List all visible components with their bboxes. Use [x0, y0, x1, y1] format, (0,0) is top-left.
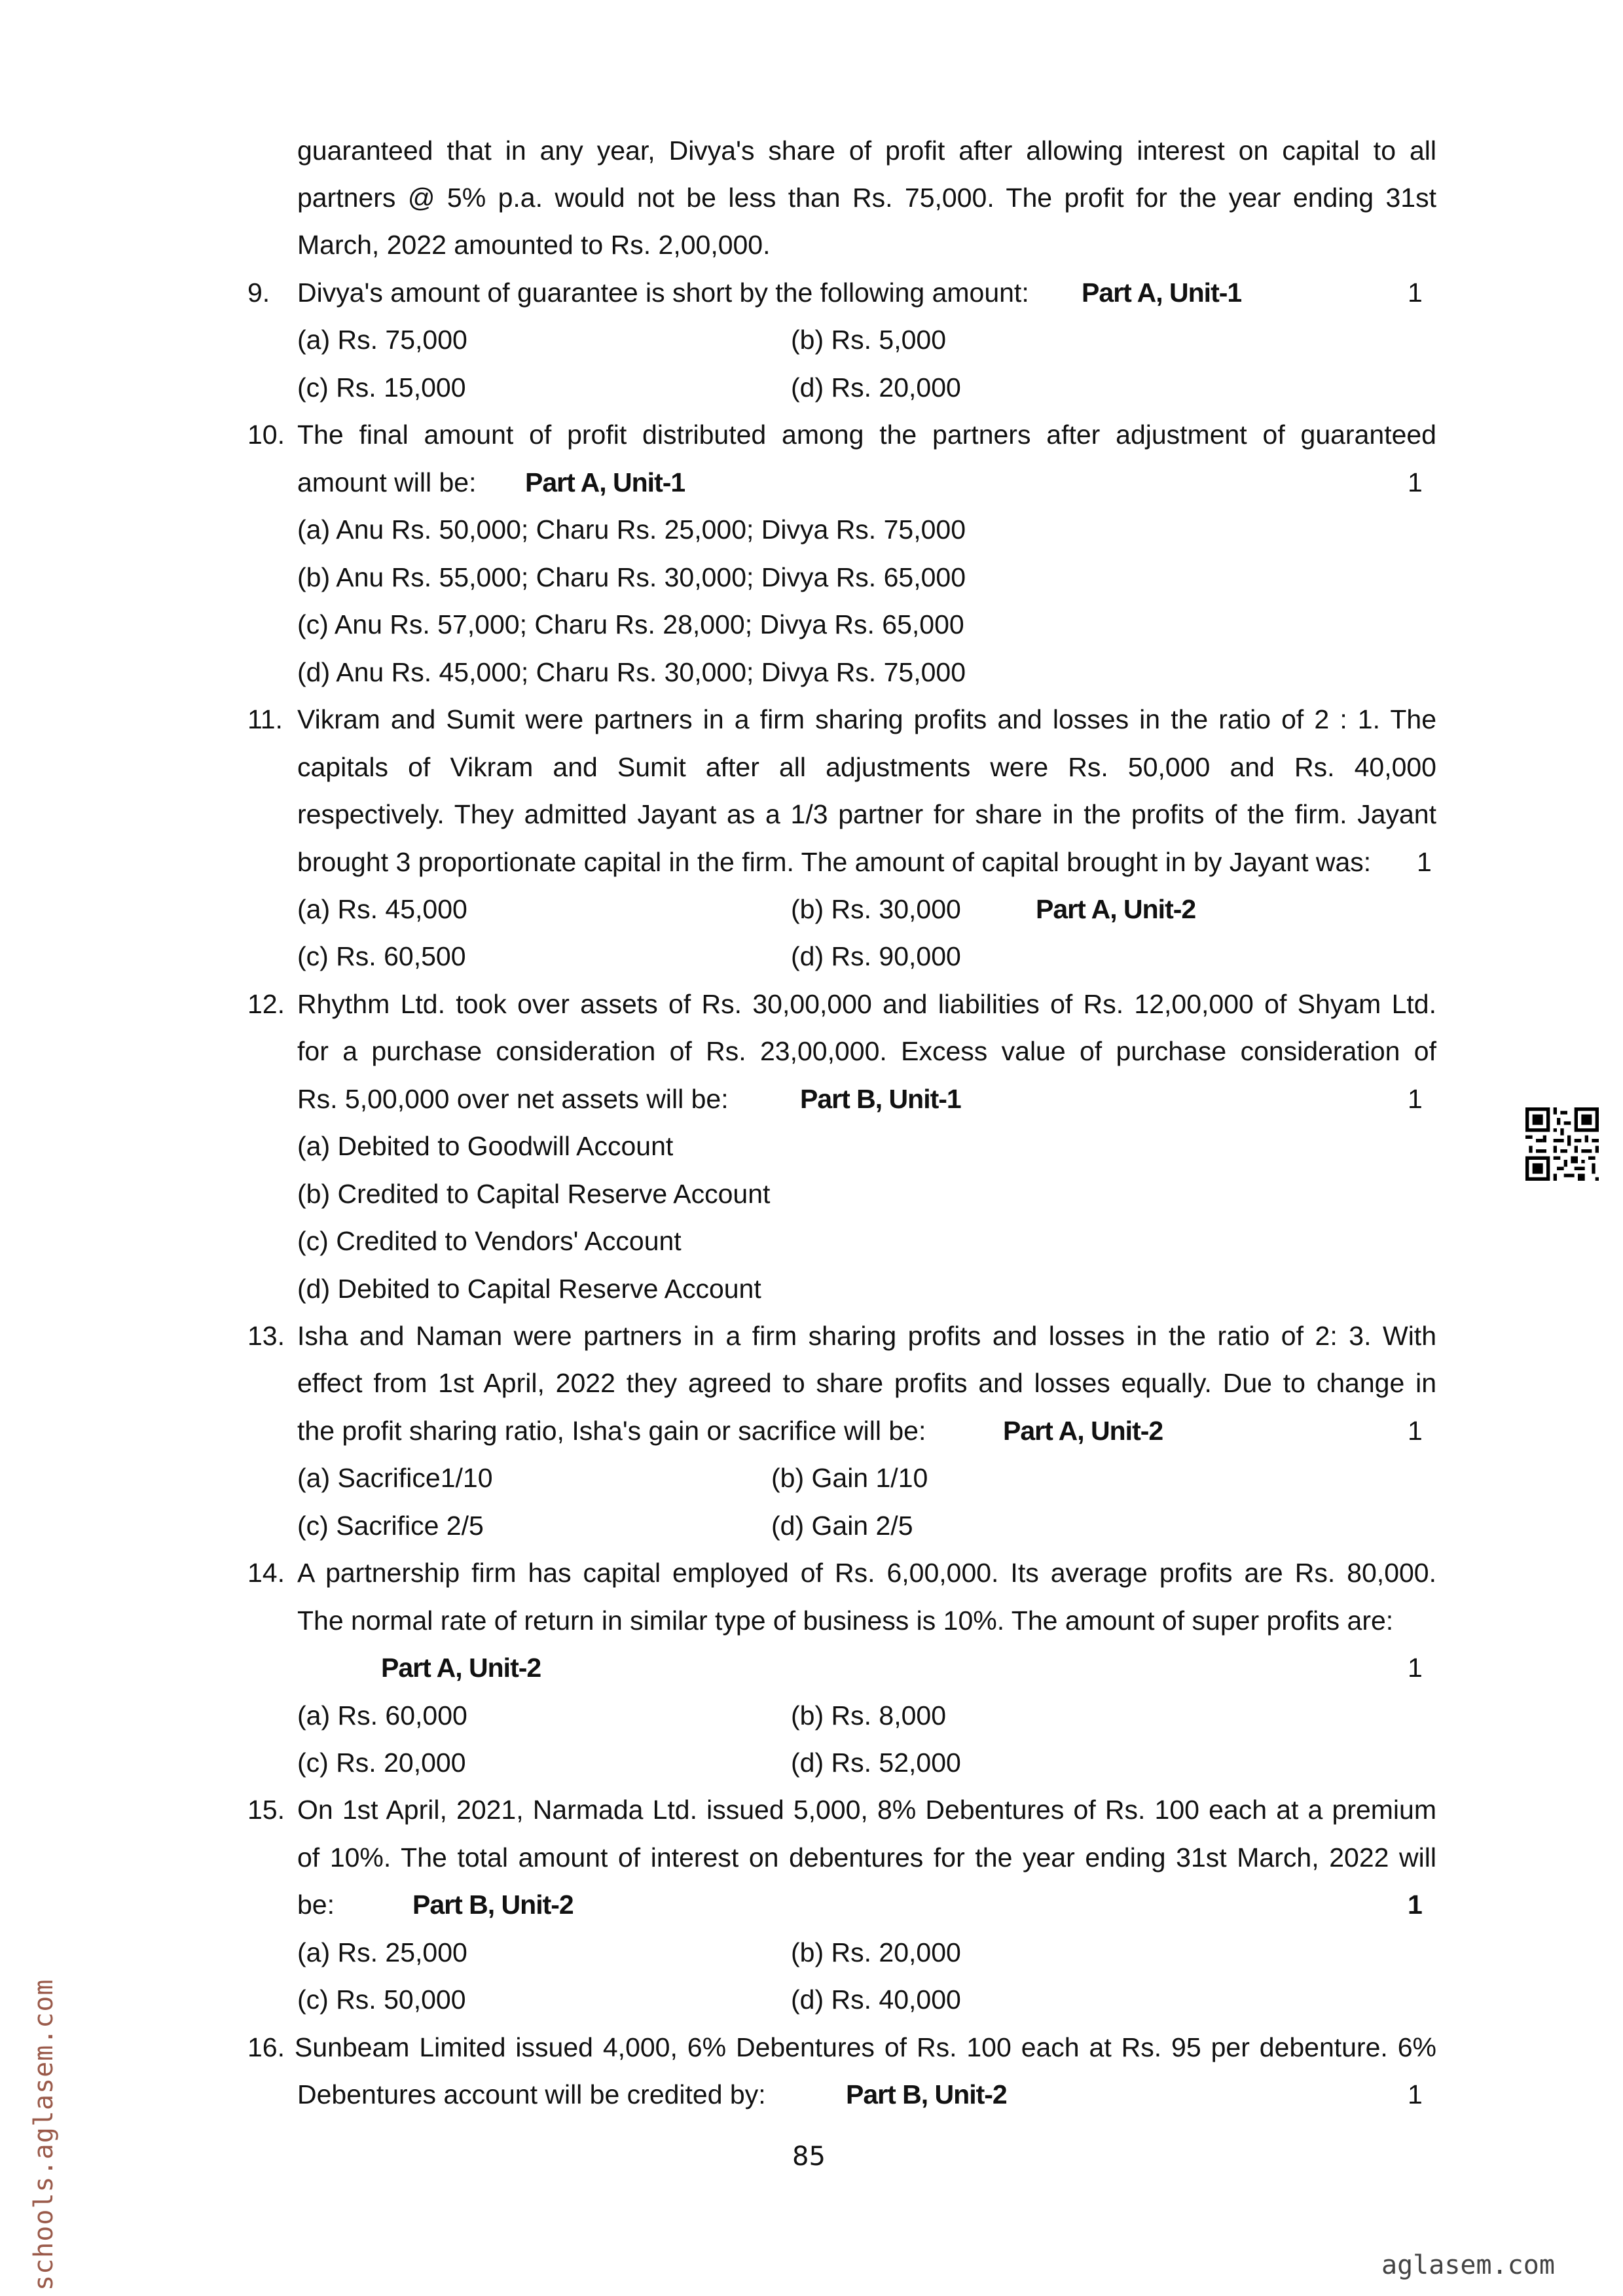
marks: 1 — [1408, 1084, 1423, 1114]
question-text-line-2: The normal rate of return in similar type of business is 10%. The amount of super profits are: — [297, 1605, 1394, 1636]
option-a: (a) Debited to Goodwill Account — [297, 1131, 674, 1161]
side-watermark: schools.aglasem.com — [29, 1979, 59, 2291]
marks: 1 — [1417, 847, 1432, 877]
question-text-line-3: the profit sharing ratio, Isha's gain or sacrifice will be: — [297, 1416, 926, 1446]
question-number: 11. — [247, 704, 283, 734]
option-c: (c) Credited to Vendors' Account — [297, 1226, 682, 1256]
question-text-line-2: effect from 1st April, 2022 they agreed to share profits and losses equally. Due to change in — [297, 1368, 1436, 1398]
footer-watermark: aglasem.com — [1381, 2250, 1555, 2280]
question-text-line-3: be: — [297, 1890, 335, 1920]
question-text-line-3: respectively. They admitted Jayant as a 1/3 partner for share in the profits of the firm. Jayant — [297, 799, 1436, 829]
question-text-line-2: for a purchase consideration of Rs. 23,00,000. Excess value of purchase consideration of — [297, 1036, 1436, 1066]
marks: 1 — [1408, 2079, 1423, 2109]
question-text-line-1: 16. Sunbeam Limited issued 4,000, 6% Debentures of Rs. 100 each at Rs. 95 per debenture. 6% — [247, 2032, 1436, 2062]
intro-line-2: partners @ 5% p.a. would not be less than Rs. 75,000. The profit for the year ending 31st — [297, 183, 1436, 213]
marks: 1 — [1408, 1890, 1423, 1920]
intro-line-3: March, 2022 amounted to Rs. 2,00,000. — [297, 230, 771, 260]
option-a: (a) Anu Rs. 50,000; Charu Rs. 25,000; Divya Rs. 75,000 — [297, 514, 966, 545]
question-text-line-1: On 1st April, 2021, Narmada Ltd. issued 5,000, 8% Debentures of Rs. 100 each at a premium — [297, 1795, 1436, 1825]
unit-tag: Part B, Unit-2 — [846, 2079, 1007, 2109]
option-b: (b) Gain 1/10 — [771, 1463, 928, 1493]
option-d: (d) Rs. 20,000 — [791, 372, 961, 403]
unit-tag: Part A, Unit-1 — [525, 467, 685, 497]
question-number: 12. — [247, 989, 285, 1019]
question-text-line-3: Rs. 5,00,000 over net assets will be: — [297, 1084, 729, 1114]
option-a: (a) Rs. 45,000 — [297, 894, 467, 924]
intro-line-1: guaranteed that in any year, Divya's share of profit after allowing interest on capital to all — [297, 135, 1436, 166]
marks: 1 — [1408, 467, 1423, 497]
question-text-line-2: Debentures account will be credited by: — [297, 2079, 766, 2109]
option-b: (b) Rs. 5,000 — [791, 325, 946, 355]
option-b: (b) Anu Rs. 55,000; Charu Rs. 30,000; Divya Rs. 65,000 — [297, 562, 966, 592]
option-b: (b) Rs. 8,000 — [791, 1700, 946, 1731]
question-number: 10. — [247, 420, 285, 450]
option-a: (a) Rs. 60,000 — [297, 1700, 467, 1731]
question-number: 9. — [247, 278, 270, 308]
question-number: 13. — [247, 1321, 285, 1351]
question-text-line-1: Vikram and Sumit were partners in a firm sharing profits and losses in the ratio of 2 : 1. The — [297, 704, 1436, 734]
option-c: (c) Rs. 60,500 — [297, 941, 466, 971]
unit-tag: Part A, Unit-2 — [381, 1653, 541, 1683]
option-d: (d) Gain 2/5 — [771, 1511, 913, 1541]
marks: 1 — [1408, 278, 1423, 308]
marks: 1 — [1408, 1653, 1423, 1683]
option-c: (c) Rs. 20,000 — [297, 1748, 466, 1778]
question-text-line-1: The final amount of profit distributed among the partners after adjustment of guaranteed — [297, 420, 1436, 450]
unit-tag: Part A, Unit-2 — [1036, 894, 1196, 924]
option-b: (b) Credited to Capital Reserve Account — [297, 1179, 771, 1209]
option-d: (d) Rs. 52,000 — [791, 1748, 961, 1778]
qr-code-icon — [1525, 1107, 1599, 1181]
question-text-line-1: Isha and Naman were partners in a firm sharing profits and losses in the ratio of 2: 3. With — [297, 1321, 1436, 1351]
question-text-line-2: amount will be: — [297, 467, 477, 497]
option-c: (c) Rs. 50,000 — [297, 1984, 466, 2015]
option-d: (d) Rs. 40,000 — [791, 1984, 961, 2015]
option-a: (a) Rs. 75,000 — [297, 325, 467, 355]
page-number: 85 — [792, 2142, 826, 2172]
question-text-line-2: capitals of Vikram and Sumit after all adjustments were Rs. 50,000 and Rs. 40,000 — [297, 752, 1436, 782]
option-a: (a) Sacrifice1/10 — [297, 1463, 493, 1493]
question-number: 15. — [247, 1795, 285, 1825]
unit-tag: Part B, Unit-1 — [800, 1084, 961, 1114]
option-d: (d) Anu Rs. 45,000; Charu Rs. 30,000; Divya Rs. 75,000 — [297, 657, 966, 687]
option-c: (c) Rs. 15,000 — [297, 372, 466, 403]
question-text-line-1: Rhythm Ltd. took over assets of Rs. 30,00,000 and liabilities of Rs. 12,00,000 of Shyam Ltd. — [297, 989, 1436, 1019]
unit-tag: Part A, Unit-1 — [1082, 278, 1242, 308]
option-c: (c) Anu Rs. 57,000; Charu Rs. 28,000; Divya Rs. 65,000 — [297, 609, 964, 639]
question-text-line-2: of 10%. The total amount of interest on debentures for the year ending 31st March, 2022 will — [297, 1842, 1436, 1873]
unit-tag: Part B, Unit-2 — [412, 1890, 574, 1920]
question-text-line-1: A partnership firm has capital employed of Rs. 6,00,000. Its average profits are Rs. 80,000. — [297, 1558, 1436, 1588]
marks: 1 — [1408, 1416, 1423, 1446]
option-a: (a) Rs. 25,000 — [297, 1937, 467, 1967]
unit-tag: Part A, Unit-2 — [1003, 1416, 1163, 1446]
option-d: (d) Rs. 90,000 — [791, 941, 961, 971]
question-text-line-4: brought 3 proportionate capital in the firm. The amount of capital brought in by Jayant was: — [297, 847, 1372, 877]
option-b: (b) Rs. 20,000 — [791, 1937, 961, 1967]
option-c: (c) Sacrifice 2/5 — [297, 1511, 484, 1541]
option-d: (d) Debited to Capital Reserve Account — [297, 1274, 761, 1304]
question-text: Divya's amount of guarantee is short by the following amount: — [297, 278, 1029, 308]
option-b: (b) Rs. 30,000 — [791, 894, 961, 924]
question-number: 14. — [247, 1558, 285, 1588]
